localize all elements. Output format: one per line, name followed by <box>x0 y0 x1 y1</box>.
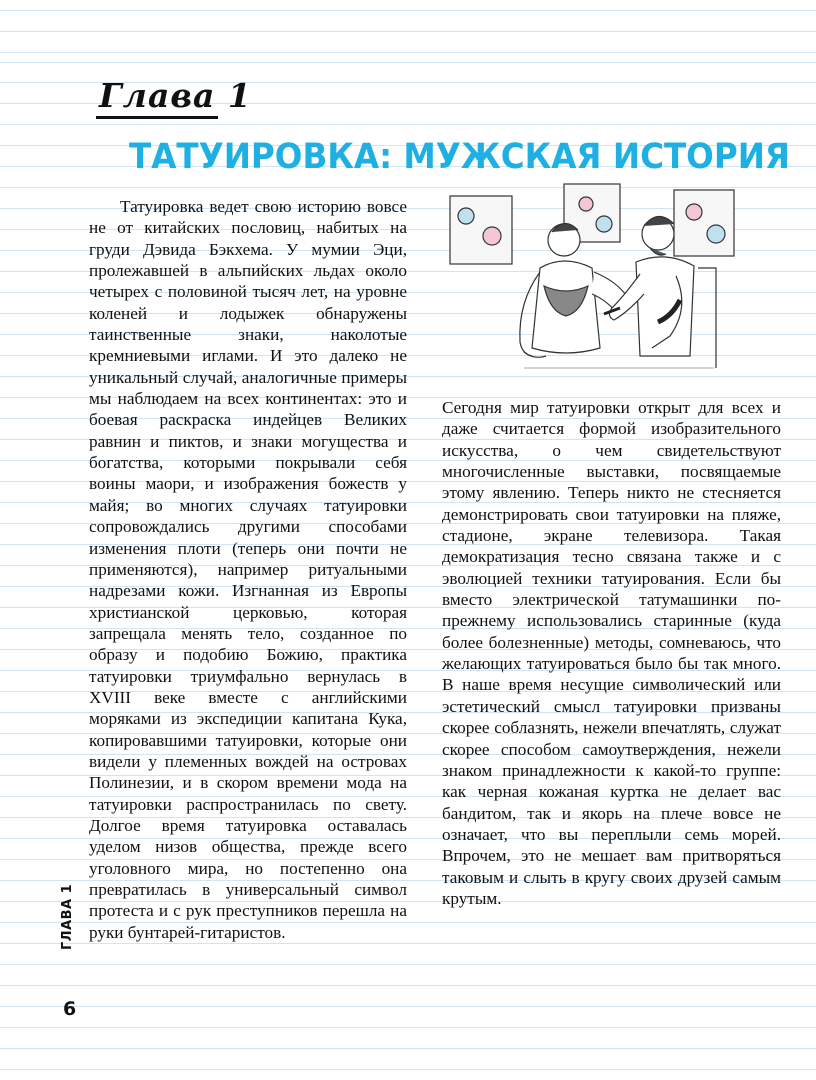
chapter-underline <box>96 116 218 119</box>
header-rule <box>0 62 816 63</box>
left-column-text: Татуировка ведет свою историю вовсе не от китайских пословиц, набитых на груди Дэвида Бэкхема. У мумии Эци, пролежавшей в альпийских льдах около четырех с половиной тысяч лет, на уровне коленей и лодыжек обнаружены таинственные знаки, наколотые кремниевыми иглами. И это далеко не уникальный случай, аналогичные примеры мы наблюдаем на всех континентах: это и боевая раскраска индейцев Великих равнин и пиктов, и знаки могущества и богатства, которыми покрывали себя воины маори, и изображения божеств у майя; во многих случаях татуировки сопровождались другими способами изменения плоти (теперь они почти не применяются), например ритуальными надрезами кожи. Изгнанная из Европы христианской церковью, которая запрещала менять тело, созданное по образу и подобию Божию, практика татуировки триумфально вернулась в XVIII веке вместе с английскими моряками из экспедиции капитана Кука, копировавшими татуировки, которые они видели у племенных вождей на островах Полинезии, и в скором времени мода на татуировки распространилась по свету. Долгое время татуировка оставалась уделом низов общества, прежде всего уголовного мира, но постепенно она превратилась в универсальный символ протеста и с рук преступников перешла на руки бунтарей-гитаристов. <box>89 197 407 942</box>
chapter-label: Глава 1 <box>99 76 252 115</box>
page-title: ТАТУИРОВКА: МУЖСКАЯ ИСТОРИЯ <box>129 137 790 177</box>
tattoo-artist-illustration-icon <box>444 182 790 382</box>
chapter-side-label: ГЛАВА 1 <box>60 883 75 950</box>
right-column-text: Сегодня мир татуировки открыт для всех и даже считается формой изобразительного искусства, о чем свидетельствуют многочисленные выставки, посвящаемые этому явлению. Теперь никто не стесняется демонстрировать свои татуировки на пляже, стадионе, экране телевизора. Такая демократизация тесно связана также и с эволюцией техники татуирования. Если бы вместо электрической татумашинки по-прежнему использовались старинные (куда более болезненные) методы, сомневаюсь, что желающих татуироваться было бы так много. В наше время несущие символический или эстетический смысл татуировки призваны скорее соблазнять, нежели впечатлять, служат скорее способом самоутверждения, нежели знаком принадлежности к какой-то группе: как черная кожаная куртка не делает вас бандитом, так и якорь на плече вовсе не означает, что вы переплыли семь морей. Впрочем, это не мешает вам притворяться таковым и слыть в кругу своих друзей самым крутым. <box>442 398 781 908</box>
page-number: 6 <box>63 998 77 1020</box>
